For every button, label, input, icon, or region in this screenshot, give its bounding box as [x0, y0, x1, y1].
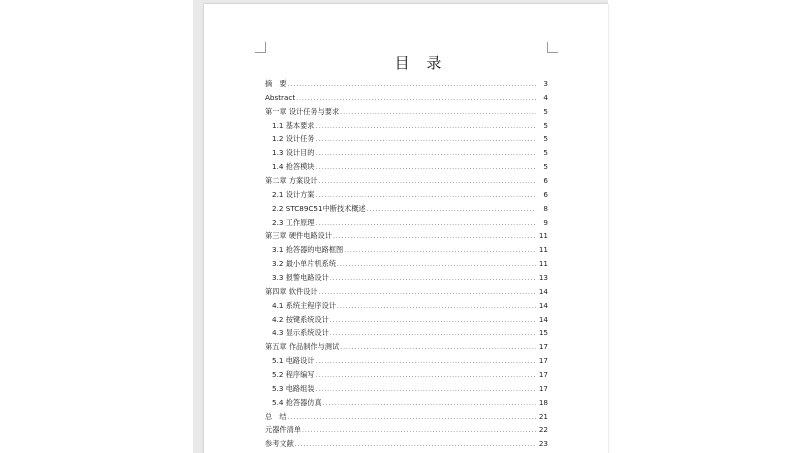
- toc-entry[interactable]: [265, 105, 548, 119]
- toc-entry-label: 3.3 报警电路设计: [272, 273, 329, 283]
- toc-entry[interactable]: [265, 313, 548, 327]
- toc-entry-page: 11: [538, 259, 548, 269]
- toc-entry-page: 11: [538, 231, 548, 241]
- toc-entry[interactable]: [265, 202, 548, 216]
- toc-entry-label: 2.2 STC89C51中断技术概述: [272, 203, 366, 213]
- toc-entry-label: 第五章 作品制作与测试: [265, 342, 340, 352]
- toc-leader-dots: [315, 161, 536, 175]
- toc-entry[interactable]: [265, 257, 548, 271]
- toc-entry-label: 2.3 工作原理: [272, 217, 315, 227]
- toc-entry-page: 17: [538, 370, 548, 380]
- toc-leader-dots: [330, 327, 536, 341]
- toc-entry-label: 5.4 抢答器仿真: [272, 397, 322, 407]
- toc-entry[interactable]: [265, 423, 548, 437]
- toc-entry-label: 元器件清单: [265, 425, 301, 435]
- toc-entry-page: 18: [538, 397, 548, 407]
- toc-entry-label: 3.2 最小单片机系统: [272, 259, 337, 269]
- toc-leader-dots: [295, 438, 536, 452]
- toc-entry[interactable]: [265, 216, 548, 230]
- toc-entry-label: 1.1 基本要求: [272, 120, 315, 130]
- toc-entry[interactable]: [265, 271, 548, 285]
- toc-entry-label: 5.2 程序编写: [272, 370, 315, 380]
- toc-entry-page: 17: [538, 342, 548, 352]
- toc-leader-dots: [337, 258, 536, 272]
- toc-leader-dots: [302, 424, 536, 438]
- toc-entry-label: 摘 要: [265, 79, 287, 88]
- toc-leader-dots: [315, 217, 536, 231]
- toc-leader-dots: [288, 78, 536, 92]
- toc-entry-page: 5: [543, 148, 548, 158]
- toc-leader-dots: [319, 175, 536, 189]
- toc-leader-dots: [337, 300, 536, 314]
- toc-leader-dots: [330, 272, 536, 286]
- toc-leader-dots: [315, 355, 536, 369]
- toc-entry[interactable]: [265, 396, 548, 410]
- toc-entry[interactable]: [265, 132, 548, 146]
- toc-entry-label: 总 结: [265, 411, 287, 421]
- toc-entry-page: 6: [543, 189, 548, 199]
- toc-entry[interactable]: [265, 410, 548, 424]
- toc-leader-dots: [315, 383, 536, 397]
- toc-entry-page: 15: [538, 328, 548, 338]
- toc-entry-page: 14: [538, 314, 548, 324]
- toc-entry-page: 14: [538, 286, 548, 296]
- toc-entry-label: 4.1 系统主程序设计: [272, 300, 337, 310]
- toc-leader-dots: [315, 147, 536, 161]
- toc-entry-label: 5.3 电路组装: [272, 383, 315, 393]
- toc-entry[interactable]: [265, 243, 548, 257]
- toc-entry-page: 21: [538, 411, 548, 421]
- toc-leader-dots: [315, 369, 536, 383]
- toc-leader-dots: [333, 230, 536, 244]
- toc-entry[interactable]: [265, 119, 548, 133]
- toc-leader-dots: [323, 397, 536, 411]
- toc-entry-label: 第二章 方案设计: [265, 176, 318, 186]
- toc-entry[interactable]: [265, 368, 548, 382]
- toc-entry-label: 第三章 硬件电路设计: [265, 231, 332, 241]
- toc-entry[interactable]: [265, 437, 548, 451]
- toc-entry-page: 4: [543, 92, 548, 102]
- toc-entry-page: 9: [543, 217, 548, 227]
- toc-leader-dots: [315, 120, 536, 134]
- toc-leader-dots: [344, 244, 536, 258]
- document-page[interactable]: [204, 4, 608, 453]
- toc-entry-label: 1.4 抢答模块: [272, 162, 315, 172]
- toc-entry-label: 2.1 设计方案: [272, 189, 315, 199]
- toc-entry[interactable]: [265, 299, 548, 313]
- toc-entry-label: 4.3 显示系统设计: [272, 328, 329, 338]
- toc-entry[interactable]: [265, 229, 548, 243]
- toc-entry[interactable]: [265, 174, 548, 188]
- toc-leader-dots: [296, 92, 536, 106]
- toc-entry[interactable]: [265, 340, 548, 354]
- toc-leader-dots: [315, 189, 536, 203]
- toc-leader-dots: [367, 203, 536, 217]
- toc-entry-page: 17: [538, 383, 548, 393]
- table-of-contents: [265, 77, 548, 451]
- toc-entry-page: 3: [543, 79, 548, 88]
- toc-entry-label: 参考文献: [265, 439, 294, 449]
- toc-entry-page: 6: [543, 176, 548, 186]
- toc-leader-dots: [340, 341, 536, 355]
- toc-entry-label: 1.3 设计目的: [272, 148, 315, 158]
- toc-entry-page: 13: [538, 273, 548, 283]
- toc-entry-page: 22: [538, 425, 548, 435]
- toc-entry-label: Abstract: [265, 92, 296, 102]
- toc-title: 目 录: [394, 54, 448, 72]
- toc-entry-page: 23: [538, 439, 548, 449]
- toc-entry-page: 14: [538, 300, 548, 310]
- toc-entry-label: 第一章 设计任务与要求: [265, 106, 340, 116]
- toc-leader-dots: [315, 133, 536, 147]
- toc-entry[interactable]: [265, 91, 548, 105]
- toc-entry[interactable]: [265, 354, 548, 368]
- toc-entry-page: 5: [543, 134, 548, 144]
- toc-entry[interactable]: [265, 382, 548, 396]
- toc-entry-label: 1.2 设计任务: [272, 134, 315, 144]
- toc-leader-dots: [288, 411, 536, 425]
- toc-entry-label: 第四章 软件设计: [265, 286, 318, 296]
- toc-entry-page: 5: [543, 120, 548, 130]
- toc-entry[interactable]: [265, 326, 548, 340]
- toc-leader-dots: [319, 286, 536, 300]
- toc-entry-page: 11: [538, 245, 548, 255]
- toc-leader-dots: [340, 106, 536, 120]
- toc-entry[interactable]: [265, 285, 548, 299]
- toc-entry[interactable]: [265, 160, 548, 174]
- toc-leader-dots: [330, 314, 536, 328]
- toc-entry-page: 5: [543, 162, 548, 172]
- toc-entry-page: 5: [543, 106, 548, 116]
- toc-entry-page: 8: [543, 203, 548, 213]
- toc-entry-label: 3.1 抢答器的电路框图: [272, 245, 344, 255]
- toc-entry[interactable]: [265, 77, 548, 91]
- toc-entry-label: 4.2 按键系统设计: [272, 314, 329, 324]
- toc-entry-page: 17: [538, 356, 548, 366]
- toc-entry-label: 5.1 电路设计: [272, 356, 315, 366]
- left-gutter: [0, 0, 193, 453]
- toc-entry[interactable]: [265, 146, 548, 160]
- toc-entry[interactable]: [265, 188, 548, 202]
